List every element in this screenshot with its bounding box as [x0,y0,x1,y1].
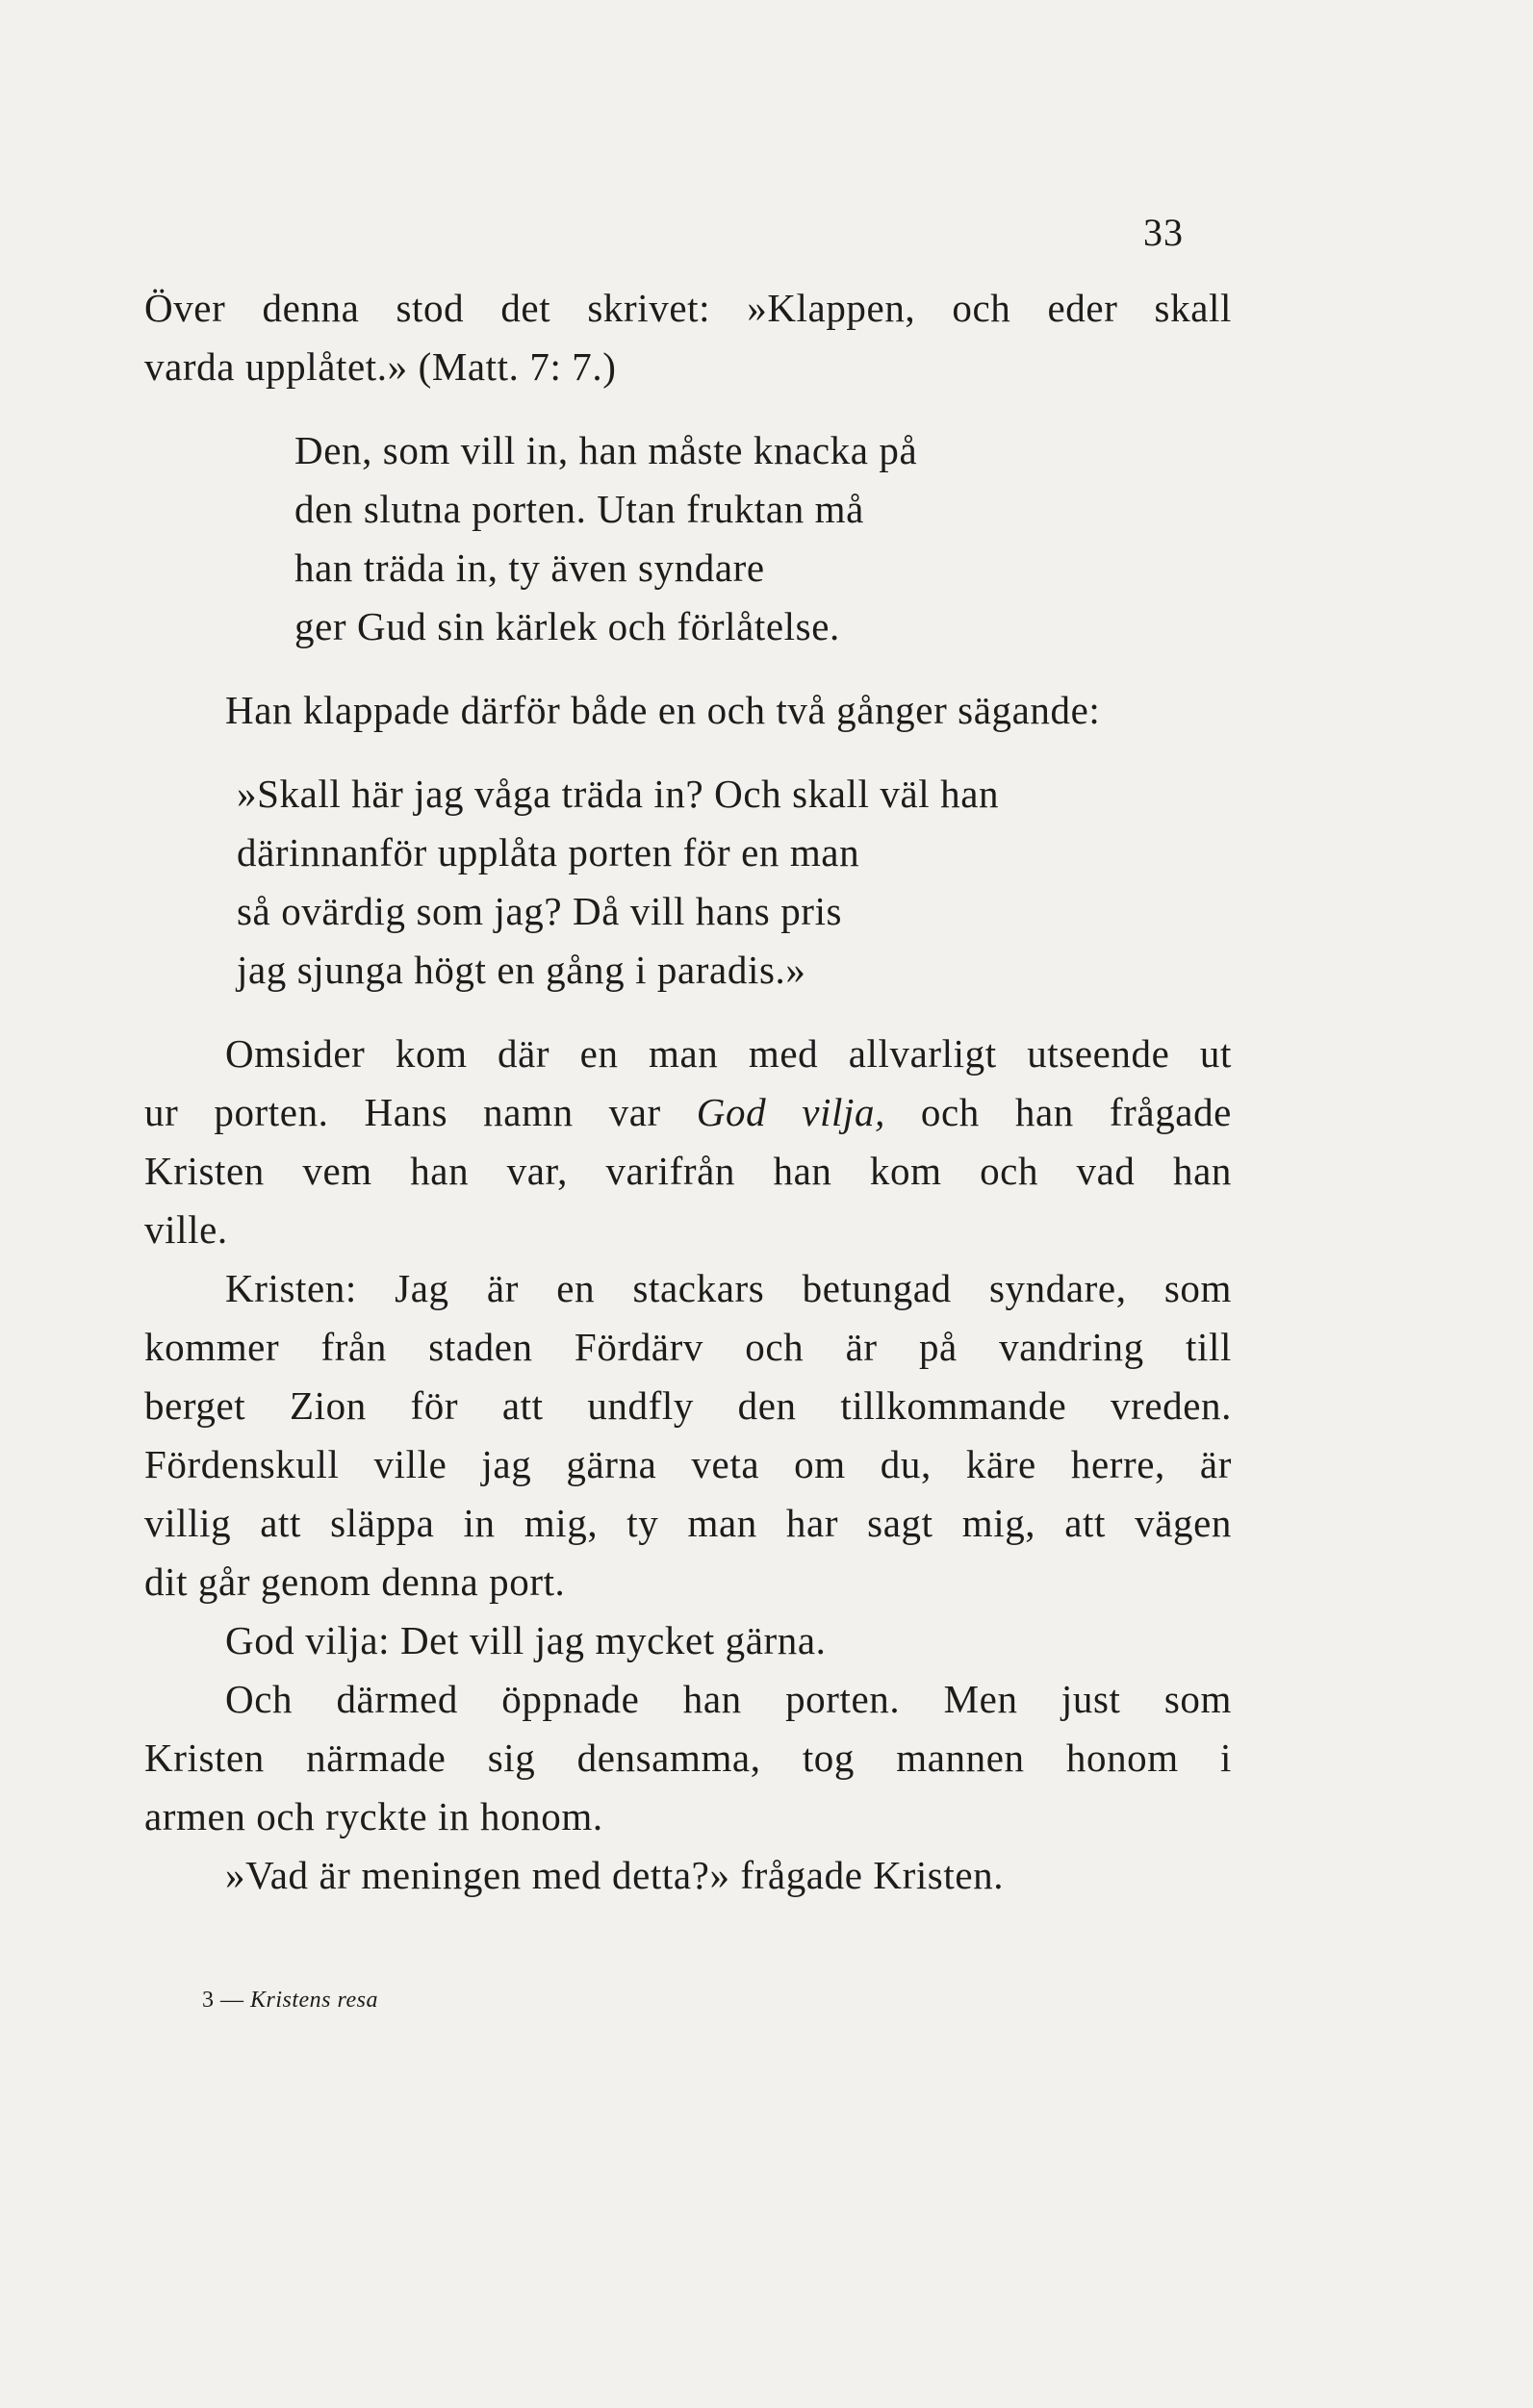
text-line: villig att släppa in mig, ty man har sagt mig, att vägen [144,1501,1232,1545]
paragraph-intro [144,279,1232,396]
text-line: armen och ryckte in honom. [144,1794,603,1838]
text-line: Han klappade därför både en och två gånger sägande: [225,688,1101,732]
text-line: ville. [144,1207,228,1252]
verse-line: jag sjunga högt en gång i paradis.» [237,948,806,992]
paragraph-question [144,1846,1232,1905]
verse-line: »Skall här jag våga träda in? Och skall väl han [237,772,1000,816]
text-line: berget Zion för att undfly den tillkommande vreden. [144,1383,1232,1428]
text-line: ur porten. Hans namn var God vilja, och han frågade [144,1090,1232,1134]
text-line: Kristen: Jag är en stackars betungad syndare, som [225,1266,1232,1310]
verse-block-1 [144,421,1232,656]
text-line: »Vad är meningen med detta?» frågade Kristen. [225,1853,1005,1897]
verse-line: därinnanför upplåta porten för en man [237,830,860,874]
paragraph-kristen-speech [144,1259,1232,1611]
text-line: Kristen närmade sig densamma, tog mannen honom i [144,1736,1232,1780]
verse-line: ger Gud sin kärlek och förlåtelse. [294,604,840,648]
signature-title: Kristens resa [250,1988,378,2013]
verse-block-2 [144,765,1232,1000]
text-line: varda upplåtet.» (Matt. 7: 7.) [144,344,617,389]
signature-mark [202,1988,378,2014]
paragraph-good-will [144,1025,1232,1259]
text-line: Kristen vem han var, varifrån han kom och vad han [144,1149,1232,1193]
page-number: 33 [1143,211,1184,254]
verse-line: den slutna porten. Utan fruktan må [294,487,864,531]
text-line: Över denna stod det skrivet: »Klappen, och eder skall [144,286,1232,330]
paragraph-gate-opened [144,1670,1232,1846]
text-line: Och därmed öppnade han porten. Men just som [225,1677,1232,1721]
italic-name: God vilja, [696,1090,885,1134]
text-line: God vilja: Det vill jag mycket gärna. [225,1618,827,1662]
signature-number: 3 — [202,1988,244,2013]
page-text [144,279,1232,1905]
paragraph-good-will-reply [144,1611,1232,1670]
verse-line: Den, som vill in, han måste knacka på [294,428,918,472]
text-line: dit går genom denna port. [144,1559,566,1604]
text-line: kommer från staden Fördärv och är på vandring till [144,1325,1232,1369]
verse-line: han träda in, ty även syndare [294,545,765,590]
text-line: Omsider kom där en man med allvarligt utseende ut [225,1031,1232,1076]
text-line: Fördenskull ville jag gärna veta om du, käre herre, är [144,1442,1232,1486]
paragraph-knock [144,681,1232,740]
verse-line: så ovärdig som jag? Då vill hans pris [237,889,843,933]
